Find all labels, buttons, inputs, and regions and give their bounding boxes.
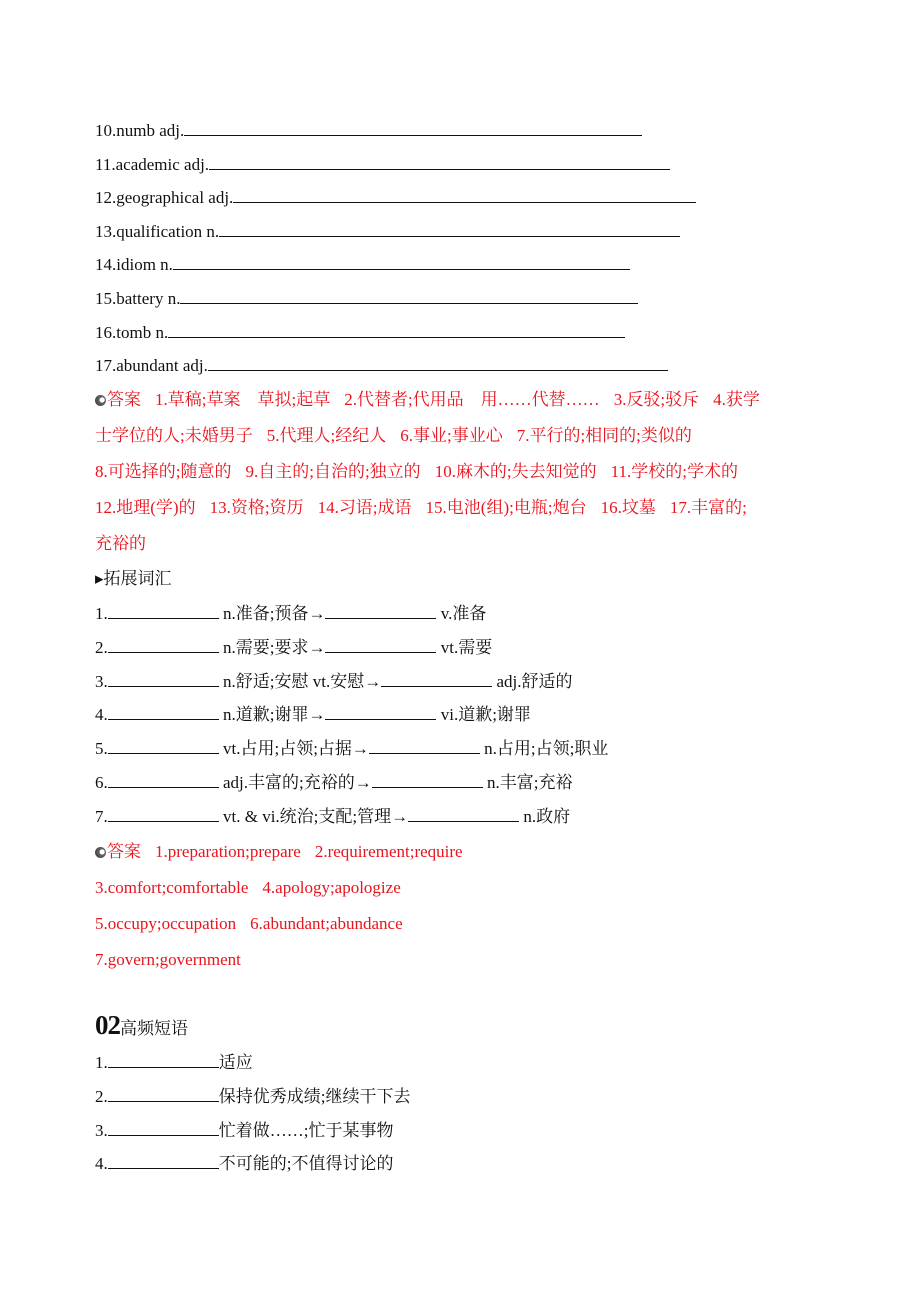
answer-blank[interactable] <box>168 322 625 338</box>
item-number: 5. <box>95 739 108 759</box>
expand-item <box>95 738 608 759</box>
item-text-b: vi.道歉;谢罪 <box>440 705 531 725</box>
item-text-b: n.丰富;充裕 <box>487 773 573 792</box>
answer-blank[interactable] <box>325 637 436 653</box>
expand-item <box>95 704 531 725</box>
answer-blank[interactable] <box>209 154 670 170</box>
item-text-b: v.准备 <box>440 604 487 623</box>
expand-item <box>95 603 486 624</box>
answer-text: 5.代理人;经纪人 <box>266 426 387 445</box>
answer-line <box>95 842 463 862</box>
answer-label: 答案 <box>107 390 141 409</box>
vocab-term: 17.abundant adj. <box>95 356 208 376</box>
item-text-a: vt.占用;占领;占据→ <box>223 739 369 759</box>
answer-blank[interactable] <box>108 637 219 653</box>
answer-icon <box>95 395 106 406</box>
answer-text: 12.地理(学)的 <box>95 498 196 517</box>
item-number: 1. <box>95 604 108 623</box>
answer-blank[interactable] <box>208 355 668 371</box>
answer-text: 8.可选择的;随意的 <box>95 462 232 481</box>
phrase-item <box>95 1086 410 1107</box>
answer-line <box>95 950 241 970</box>
vocab-item <box>95 187 696 208</box>
answer-blank[interactable] <box>325 704 436 720</box>
answer-text: 士学位的人;未婚男子 <box>95 426 253 445</box>
expand-item <box>95 806 570 827</box>
answer-blank[interactable] <box>381 671 492 687</box>
answer-text: 4.apology;apologize <box>262 878 401 897</box>
item-number: 7. <box>95 806 108 826</box>
answer-text: 1.草稿;草案 草拟;起草 <box>155 390 331 409</box>
answer-blank[interactable] <box>184 120 642 136</box>
section-name: 高频短语 <box>120 1019 188 1038</box>
answer-blank[interactable] <box>108 772 219 788</box>
phrase-item <box>95 1052 253 1073</box>
section-number: 02 <box>95 1010 120 1040</box>
vocab-term: 14.idiom n. <box>95 255 173 275</box>
answer-text: 5.occupy;occupation <box>95 914 237 933</box>
item-text-a: adj.丰富的;充裕的→ <box>223 773 372 792</box>
answer-text: 6.abundant;abundance <box>250 914 403 933</box>
answer-blank[interactable] <box>219 221 680 237</box>
answer-text: 4.获学 <box>713 390 760 409</box>
answer-blank[interactable] <box>108 671 219 687</box>
answer-blank[interactable] <box>108 1086 219 1102</box>
item-text-a: n.道歉;谢罪→ <box>223 705 326 725</box>
item-number: 1. <box>95 1053 108 1072</box>
answer-text: 13.资格;资历 <box>209 498 304 517</box>
answer-label: 答案 <box>107 842 141 861</box>
section-title <box>95 1011 188 1043</box>
vocab-item <box>95 288 638 309</box>
answer-blank[interactable] <box>180 288 638 304</box>
answer-text: 17.丰富的; <box>669 498 747 517</box>
answer-blank[interactable] <box>108 1120 219 1136</box>
answer-blank[interactable] <box>233 187 696 203</box>
vocab-item <box>95 154 670 175</box>
answer-blank[interactable] <box>108 1052 219 1068</box>
vocab-term: 11.academic adj. <box>95 154 210 174</box>
answer-blank[interactable] <box>108 704 219 720</box>
answer-line <box>95 878 401 898</box>
answer-text: 7.平行的;相同的;类似的 <box>516 426 692 445</box>
vocab-term: 12.geographical adj. <box>95 188 234 208</box>
answer-line <box>95 534 146 554</box>
answer-text: 16.坟墓 <box>600 498 656 517</box>
item-text-b: adj.舒适的 <box>496 671 573 691</box>
item-number: 3. <box>95 671 108 691</box>
answer-line <box>95 390 760 410</box>
vocab-item <box>95 322 625 343</box>
answer-blank[interactable] <box>173 254 630 270</box>
item-text-a: n.舒适;安慰 vt.安慰→ <box>223 671 382 691</box>
answer-text: 3.comfort;comfortable <box>95 878 249 897</box>
phrase-meaning: 不可能的;不值得讨论的 <box>218 1154 394 1174</box>
answer-line <box>95 914 403 934</box>
item-number: 6. <box>95 773 108 792</box>
answer-text: 10.麻木的;失去知觉的 <box>434 462 597 481</box>
vocab-term: 15.battery n. <box>95 289 181 308</box>
item-text-a: vt. & vi.统治;支配;管理→ <box>223 806 409 826</box>
expand-item <box>95 637 492 658</box>
answer-text: 2.requirement;require <box>314 842 463 861</box>
expand-item <box>95 671 572 692</box>
answer-text: 1.preparation;prepare <box>155 842 301 861</box>
item-text-b: n.占用;占领;职业 <box>484 739 609 759</box>
answer-blank[interactable] <box>108 603 219 619</box>
item-text-a: n.准备;预备→ <box>223 604 326 623</box>
vocab-term: 16.tomb n. <box>95 322 169 342</box>
item-text-b: vt.需要 <box>440 637 493 657</box>
answer-text: 2.代替者;代用品 用……代替…… <box>344 390 600 409</box>
text-line <box>95 569 172 589</box>
answer-blank[interactable] <box>325 603 436 619</box>
answer-blank[interactable] <box>372 772 483 788</box>
vocab-item <box>95 120 642 141</box>
answer-line <box>95 498 747 518</box>
answer-text: 14.习语;成语 <box>317 498 412 517</box>
answer-line <box>95 462 738 482</box>
answer-text: 6.事业;事业心 <box>400 426 503 445</box>
phrase-meaning: 适应 <box>218 1053 253 1072</box>
phrase-meaning: 保持优秀成绩;继续干下去 <box>218 1086 411 1106</box>
answer-text: 充裕的 <box>95 534 146 553</box>
vocab-item <box>95 355 668 376</box>
expand-item <box>95 772 572 793</box>
vocab-item <box>95 254 630 275</box>
answer-text: 3.反驳;驳斥 <box>613 390 700 409</box>
vocab-term: 10.numb adj. <box>95 121 185 140</box>
phrase-item <box>95 1153 393 1174</box>
item-text-a: n.需要;要求→ <box>223 637 326 657</box>
phrase-meaning: 忙着做……;忙于某事物 <box>218 1120 394 1140</box>
item-text-b: n.政府 <box>523 806 571 826</box>
item-number: 2. <box>95 637 108 657</box>
answer-text: 7.govern;government <box>95 950 241 969</box>
answer-line <box>95 426 692 446</box>
answer-icon <box>95 847 106 858</box>
answer-text: 15.电池(组);电瓶;炮台 <box>425 498 587 517</box>
vocab-item <box>95 221 680 242</box>
item-number: 3. <box>95 1120 108 1140</box>
answer-text: 9.自主的;自治的;独立的 <box>245 462 421 481</box>
answer-blank[interactable] <box>408 806 519 822</box>
answer-blank[interactable] <box>108 806 219 822</box>
item-number: 4. <box>95 1154 108 1174</box>
answer-text: 11.学校的;学术的 <box>610 462 739 481</box>
item-number: 4. <box>95 705 108 725</box>
section-heading: ▸拓展词汇 <box>95 569 172 588</box>
phrase-item <box>95 1120 393 1141</box>
answer-blank[interactable] <box>108 1153 219 1169</box>
answer-blank[interactable] <box>108 738 219 754</box>
vocab-term: 13.qualification n. <box>95 221 220 241</box>
answer-blank[interactable] <box>369 738 480 754</box>
item-number: 2. <box>95 1086 108 1106</box>
